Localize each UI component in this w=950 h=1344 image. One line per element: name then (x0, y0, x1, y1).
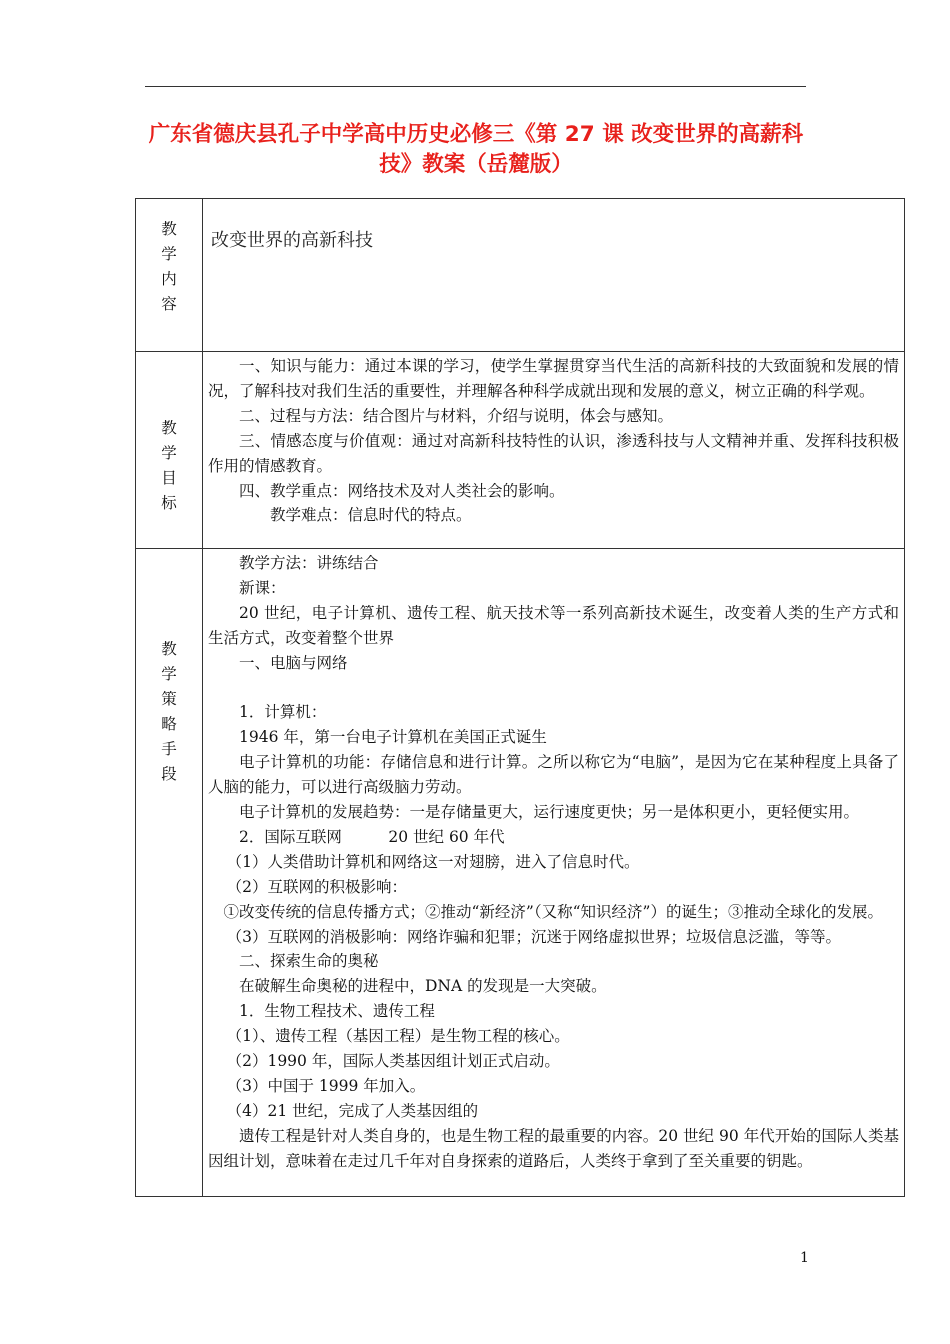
label-teaching-goals (136, 352, 203, 549)
method-paragraph: （3）中国于 1999 年加入。 (226, 1077, 426, 1096)
section-heading: 二、探索生命的奥秘 (239, 952, 379, 971)
section-heading: 一、电脑与网络 (239, 653, 348, 672)
label-char: 目 (161, 469, 177, 487)
header-rule (145, 86, 806, 87)
goal-attitude: 三、情感态度与价值观：通过对高新科技特性的认识，渗透科技与人文精神并重、发挥科技积极作用的情感教育。 (208, 431, 899, 475)
method-paragraph: ①改变传统的信息传播方式；②推动“新经济”（又称“知识经济”）的诞生；③推动全球化的发展。 (223, 902, 883, 921)
goal-process: 二、过程与方法：结合图片与材料，介绍与说明，体会与感知。 (239, 406, 674, 425)
goal-key-point: 四、教学重点：网络技术及对人类社会的影响。 (239, 481, 565, 500)
method-paragraph: 1946 年，第一台电子计算机在美国正式诞生 (239, 728, 547, 747)
row-teaching-strategy (136, 549, 905, 1197)
label-char: 标 (161, 494, 177, 512)
method-paragraph: （1）人类借助计算机和网络这一对翅膀，进入了信息时代。 (226, 852, 640, 871)
lesson-plan-table (135, 198, 905, 1197)
label-char: 略 (161, 715, 177, 733)
label-char: 策 (161, 690, 177, 708)
label-char: 内 (161, 270, 177, 288)
method-paragraph: 电子计算机的功能：存储信息和进行计算。之所以称它为“电脑”，是因为它在某种程度上具备了人脑的能力，可以进行高级脑力劳动。 (208, 753, 899, 797)
method-paragraph: 在破解生命奥秘的进程中，DNA 的发现是一大突破。 (239, 977, 607, 996)
row-teaching-goals (136, 352, 905, 549)
method-paragraph: （2）1990 年，国际人类基因组计划正式启动。 (226, 1052, 560, 1071)
title-line-1: 广东省德庆县孔子中学高中历史必修三《第 27 课 改变世界的高薪科 (148, 122, 804, 147)
subsection-heading: 1．生物工程技术、遗传工程 (239, 1002, 435, 1021)
label-char: 学 (161, 665, 177, 683)
row-teaching-content (136, 199, 905, 352)
label-teaching-content (136, 199, 203, 352)
blank-line (208, 676, 899, 701)
method-paragraph: （1）、遗传工程（基因工程）是生物工程的核心。 (226, 1027, 570, 1046)
goal-knowledge: 一、知识与能力：通过本课的学习，使学生掌握贯穿当代生活的高新科技的大致面貌和发展的情况，了解科技对我们生活的重要性，并理解各种科学成就出现和发展的意义，树立正确的科学观。 (208, 357, 899, 400)
label-char: 教 (161, 640, 177, 658)
document-title (120, 120, 832, 180)
label-char: 段 (161, 765, 177, 783)
label-char: 容 (161, 295, 177, 313)
label-char: 学 (161, 245, 177, 263)
label-char: 学 (161, 444, 177, 462)
method-paragraph: 新课： (239, 578, 286, 597)
content-topic: 改变世界的高新科技 (211, 230, 373, 251)
label-char: 教 (161, 419, 177, 437)
method-paragraph: （2）互联网的积极影响： (226, 877, 407, 896)
goal-difficulty: 教学难点：信息时代的特点。 (270, 506, 472, 525)
label-char: 教 (161, 220, 177, 238)
label-char: 手 (161, 740, 177, 758)
cell-teaching-strategy (203, 549, 905, 1197)
method-paragraph: 电子计算机的发展趋势：一是存储量更大，运行速度更快；另一是体积更小，更轻便实用。 (239, 803, 860, 822)
subsection-heading: 2．国际互联网 20 世纪 60 年代 (239, 827, 505, 846)
method-paragraph: 教学方法：讲练结合 (239, 554, 379, 572)
cell-teaching-goals (203, 352, 905, 549)
method-paragraph: 遗传工程是针对人类自身的，也是生物工程的最重要的内容。20 世纪 90 年代开始的国际人类基因组计划，意味着在走过几千年对自身探索的道路后，人类终于拿到了至关重要的钥匙。 (208, 1126, 899, 1170)
subsection-heading: 1．计算机： (239, 703, 327, 722)
label-teaching-strategy (136, 549, 203, 1197)
method-paragraph: （3）互联网的消极影响：网络诈骗和犯罪；沉迷于网络虚拟世界；垃圾信息泛滥，等等。 (226, 927, 841, 946)
page-number: 1 (800, 1250, 809, 1266)
method-paragraph: （4）21 世纪，完成了人类基因组的 (226, 1101, 479, 1120)
method-paragraph: 20 世纪，电子计算机、遗传工程、航天技术等一系列高新技术诞生，改变着人类的生产方式和生活方式，改变着整个世界 (208, 603, 899, 647)
title-line-2: 技》教案（岳麓版） (379, 152, 573, 177)
cell-teaching-content (203, 199, 905, 352)
